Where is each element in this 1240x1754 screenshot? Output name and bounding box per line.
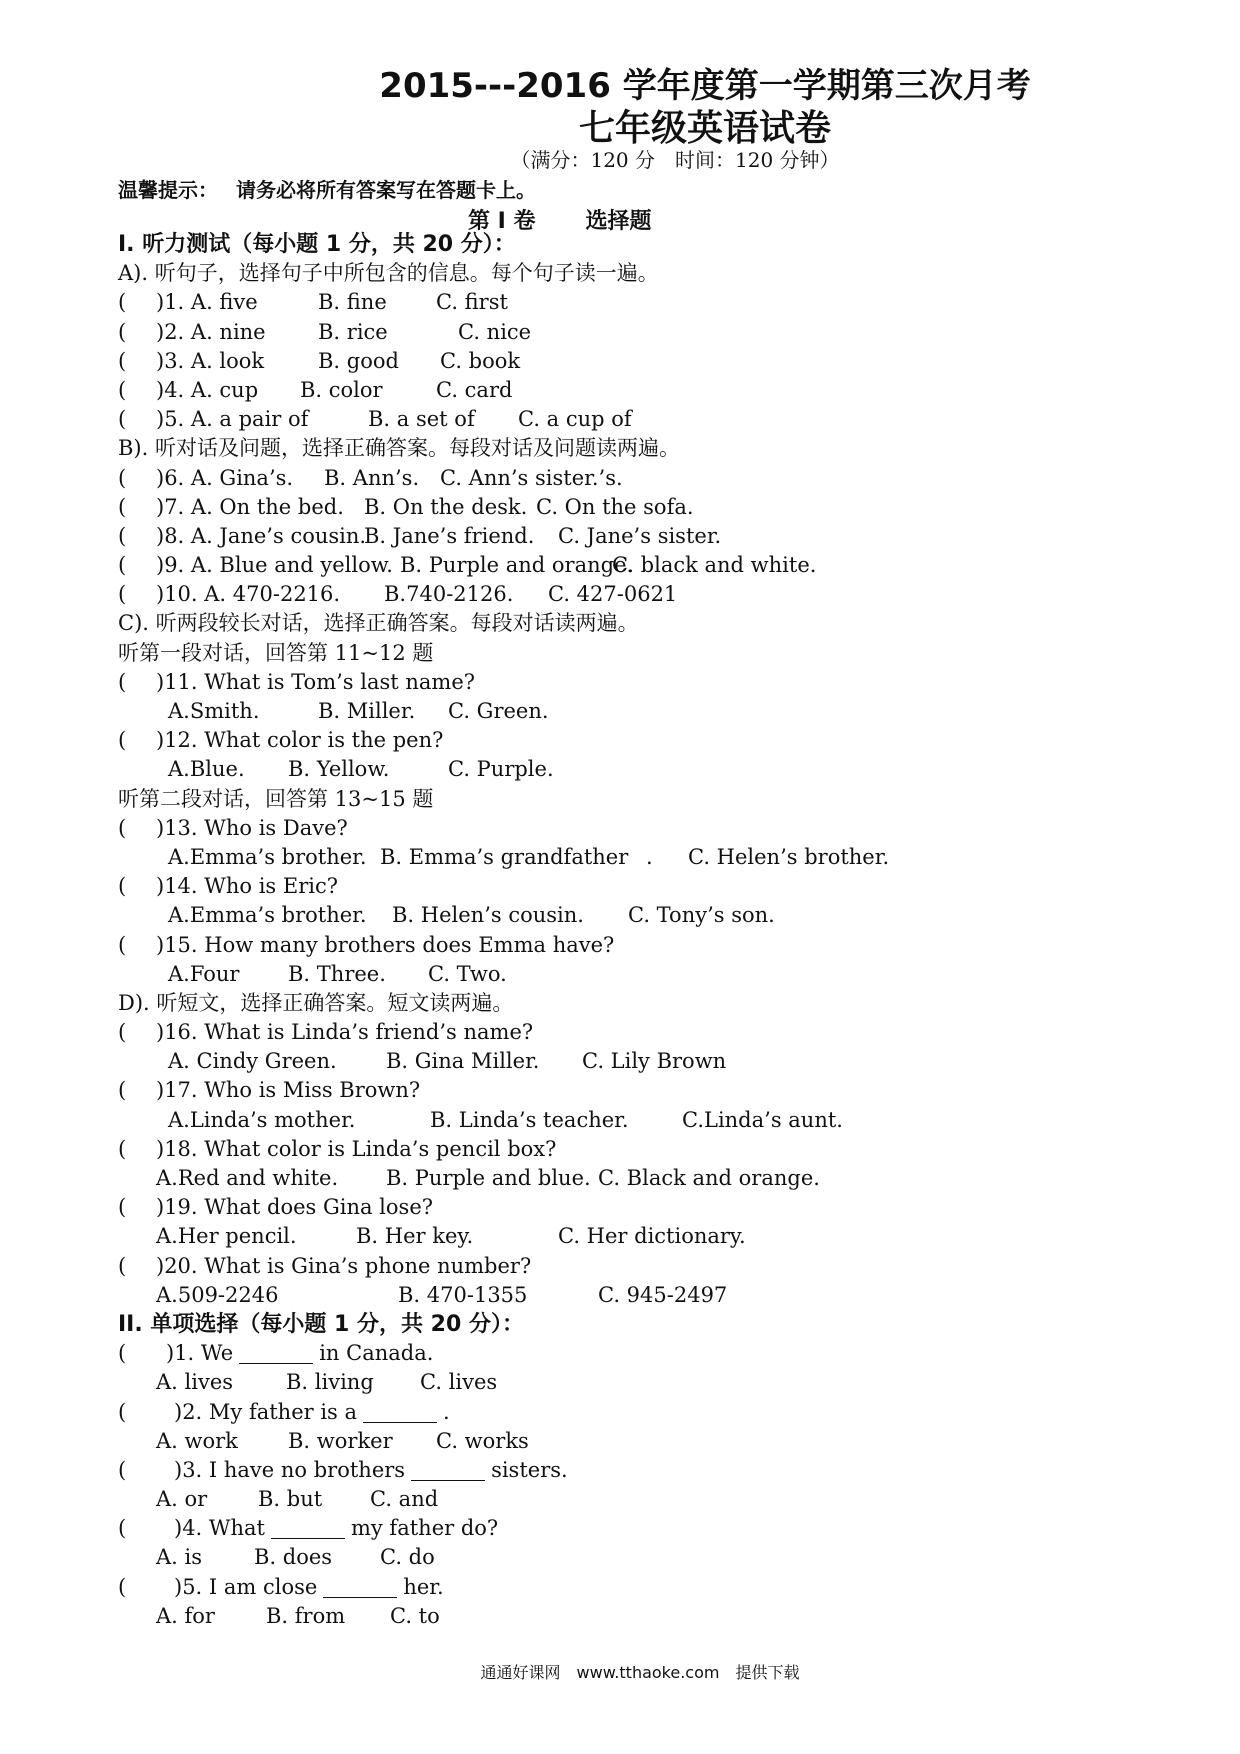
option: B. 470-1355 [398, 1282, 528, 1307]
option: C. 945-2497 [598, 1282, 728, 1307]
answer-blank[interactable] [323, 1577, 397, 1598]
option: B. Ann’s. [324, 465, 420, 490]
option: C. book [440, 348, 521, 373]
option: A.509-2246 [156, 1282, 279, 1307]
option: A.Her pencil. [156, 1224, 297, 1249]
question-stem: )1. A. five [156, 290, 258, 315]
option: B. color [300, 377, 383, 402]
question-stem: )18. What color is Linda’s pencil box? [156, 1136, 557, 1161]
option: B. Purple and blue. [386, 1166, 591, 1190]
options-row [118, 1368, 1118, 1397]
notice [118, 174, 536, 203]
question-row: ( )3. I have no brothers sisters. [118, 1456, 1118, 1485]
question-stem: )12. What color is the pen? [156, 728, 444, 753]
option: C. Jane’s sister. [558, 523, 722, 548]
question-row: ( )4. A. cup B. color C. card [118, 376, 1118, 405]
answer-blank[interactable] [271, 1518, 345, 1539]
question-row: ( )17. Who is Miss Brown? [118, 1076, 1118, 1105]
option: B. Her key. [356, 1224, 474, 1249]
option: C. a cup of [518, 407, 632, 432]
options-row [118, 1543, 1118, 1572]
answer-blank[interactable] [363, 1402, 437, 1423]
question-stem: )4. A. cup [156, 377, 259, 402]
option: B. Helen’s cousin. [392, 903, 584, 928]
option: B. Linda’s teacher. [430, 1107, 629, 1132]
options-row [118, 960, 1118, 989]
question-stem: )1. We in Canada. [166, 1341, 434, 1366]
option: C. lives [420, 1370, 498, 1395]
option: A.Blue. [168, 757, 245, 782]
part-label: 第 I 卷 [468, 209, 536, 234]
question-stem: )3. I have no brothers sisters. [174, 1457, 568, 1482]
option: B. Purple and orange. [400, 553, 634, 578]
options-row [118, 1222, 1118, 1251]
option: A.Smith. [168, 699, 260, 723]
part-title: 选择题 [585, 209, 652, 234]
question-stem: )5. A. a pair of [156, 407, 309, 432]
question-row: ( )16. What is Linda’s friend’s name? [118, 1018, 1118, 1047]
option: B. a set of [368, 407, 475, 432]
answer-blank[interactable] [239, 1343, 313, 1364]
question-row: ( )20. What is Gina’s phone number? [118, 1252, 1118, 1281]
notice-text: 请务必将所有答案写在答题卡上。 [236, 178, 536, 202]
option: A.Emma’s brother. [168, 844, 367, 869]
option: B. Emma’s grandfather [380, 844, 629, 869]
question-stem: )2. A. nine [156, 319, 266, 344]
option: C. Green. [448, 699, 549, 723]
question-row: ( )13. Who is Dave? [118, 814, 1118, 843]
option: A. is [156, 1545, 203, 1570]
answer-blank[interactable] [411, 1460, 485, 1481]
question-stem: )19. What does Gina lose? [156, 1195, 434, 1220]
option: C. first [436, 290, 508, 315]
option: C. works [436, 1428, 529, 1453]
option: A. or [156, 1487, 208, 1512]
option: B. Yellow. [288, 757, 390, 782]
option: C. Tony’s son. [628, 903, 775, 928]
question-stem: )15. How many brothers does Emma have? [156, 932, 615, 957]
option: B. from [266, 1603, 346, 1628]
options-row [118, 755, 1118, 784]
options-row [118, 1106, 1118, 1135]
option: C. and [370, 1487, 439, 1512]
question-row: ( )2. My father is a . [118, 1398, 1118, 1427]
option: B. Three. [288, 961, 386, 986]
question-row: ( )3. A. look B. good C. book [118, 347, 1118, 376]
option: A.Linda’s mother. [168, 1107, 356, 1132]
question-stem: )13. Who is Dave? [156, 815, 348, 840]
option: C. Ann’s sister.’s. [440, 465, 623, 490]
question-row: ( )8. A. Jane’s cousin. B. Jane’s friend. C. Jane’s sister. [118, 522, 1118, 551]
options-row [118, 1602, 1118, 1631]
question-stem: )20. What is Gina’s phone number? [156, 1253, 532, 1278]
option: B. does [254, 1545, 333, 1570]
option: C. nice [458, 319, 532, 344]
question-row: ( )1. A. five B. fine C. first [118, 288, 1118, 317]
question-stem: )11. What is Tom’s last name? [156, 669, 476, 694]
question-stem: )5. I am close her. [174, 1574, 444, 1599]
options-row [118, 1281, 1118, 1310]
sub-instruction: 听第二段对话，回答第 13~15 题 [118, 786, 434, 811]
exam-title: 2015---2016 学年度第一学期第三次月考 [379, 66, 1031, 106]
option: B. Jane’s friend. [364, 523, 535, 548]
section-heading: II. 单项选择（每小题 1 分，共 20 分）： [118, 1311, 524, 1337]
question-row: ( )2. A. nine B. rice C. nice [118, 318, 1118, 347]
question-stem: )8. A. Jane’s cousin. [156, 523, 367, 548]
option: A. work [156, 1428, 238, 1453]
question-stem: )9. A. Blue and yellow. [156, 553, 393, 578]
option: A.Four [168, 961, 240, 986]
option: B. On the desk. [364, 494, 528, 519]
options-row [118, 843, 1118, 872]
options-row [118, 697, 1118, 726]
instruction: A). 听句子，选择句子中所包含的信息。每个句子读一遍。 [118, 261, 659, 286]
option: C. Purple. [448, 757, 554, 782]
question-row: ( )14. Who is Eric? [118, 872, 1118, 901]
question-stem: )2. My father is a . [174, 1399, 450, 1424]
question-row: ( )18. What color is Linda’s pencil box? [118, 1135, 1118, 1164]
option: B. worker [288, 1428, 393, 1453]
question-row: ( )9. A. Blue and yellow. B. Purple and orange. C. black and white. [118, 551, 1118, 580]
question-stem: )14. Who is Eric? [156, 874, 338, 899]
option: B. Miller. [318, 699, 416, 723]
footer-credit: 通通好课网 www.tthaoke.com 提供下载 [480, 1663, 800, 1682]
question-row: ( )11. What is Tom’s last name? [118, 668, 1118, 697]
options-row [118, 1164, 1118, 1193]
option: B. living [286, 1370, 374, 1395]
option: C. Lily Brown [582, 1049, 727, 1074]
question-stem: )6. A. Gina’s. [156, 465, 294, 490]
options-row [118, 901, 1118, 930]
section-heading: I. 听力测试（每小题 1 分，共 20 分）： [118, 232, 516, 257]
option: C. Two. [428, 961, 507, 986]
option: C. do [380, 1545, 435, 1570]
option: C. Black and orange. [598, 1166, 820, 1190]
option: A. Cindy Green. [168, 1049, 337, 1074]
option: B. but [258, 1487, 323, 1512]
notice-label: 温馨提示： [118, 178, 218, 202]
question-row: ( )7. A. On the bed. B. On the desk. C. On the sofa. [118, 493, 1118, 522]
question-row: ( )6. A. Gina’s. B. Ann’s. C. Ann’s sister.’s. [118, 464, 1118, 493]
question-row: ( )4. What my father do? [118, 1514, 1118, 1543]
question-row: ( )12. What color is the pen? [118, 726, 1118, 755]
option: C. card [436, 377, 513, 402]
option: A. for [156, 1603, 215, 1628]
options-row [118, 1485, 1118, 1514]
question-stem: )17. Who is Miss Brown? [156, 1078, 421, 1103]
instruction: C). 听两段较长对话，选择正确答案。每段对话读两遍。 [118, 611, 639, 636]
option: B. fine [318, 290, 387, 315]
option: A. lives [156, 1370, 234, 1395]
question-row: ( )5. A. a pair of B. a set of C. a cup of [118, 405, 1118, 434]
sub-instruction: 听第一段对话，回答第 11~12 题 [118, 640, 434, 665]
question-row: ( )19. What does Gina lose? [118, 1193, 1118, 1222]
option: C. Helen’s brother. [688, 844, 890, 869]
option: C. Her dictionary. [558, 1224, 746, 1249]
question-row: ( )5. I am close her. [118, 1573, 1118, 1602]
question-stem: )4. What my father do? [174, 1516, 499, 1541]
option: C. to [390, 1603, 440, 1628]
question-row: ( )1. We in Canada. [118, 1339, 1118, 1368]
option: B. good [318, 348, 399, 373]
option: B.740-2126. [384, 582, 514, 607]
option: B. rice [318, 319, 388, 344]
exam-meta: （满分：120 分 时间：120 分钟） [510, 148, 840, 172]
question-row: ( )15. How many brothers does Emma have? [118, 931, 1118, 960]
option: . [646, 844, 653, 869]
option: B. Gina Miller. [386, 1049, 540, 1074]
question-stem: )3. A. look [156, 348, 265, 373]
exam-content [118, 230, 1118, 1631]
option: C. On the sofa. [536, 494, 694, 519]
instruction: B). 听对话及问题，选择正确答案。每段对话及问题读两遍。 [118, 436, 680, 461]
option: A.Red and white. [156, 1166, 339, 1190]
options-row [118, 1047, 1118, 1076]
question-stem: )16. What is Linda’s friend’s name? [156, 1020, 534, 1045]
question-stem: )10. A. 470-2216. [156, 582, 341, 607]
option: C.Linda’s aunt. [682, 1107, 843, 1132]
instruction: D). 听短文，选择正确答案。短文读两遍。 [118, 990, 514, 1015]
option: C. black and white. [612, 553, 817, 578]
question-row: ( )10. A. 470-2216. B.740-2126. C. 427-0621 [118, 580, 1118, 609]
option: C. 427-0621 [548, 582, 678, 607]
exam-subtitle: 七年级英语试卷 [578, 108, 831, 149]
option: A.Emma’s brother. [168, 903, 367, 928]
question-stem: )7. A. On the bed. [156, 494, 344, 519]
options-row [118, 1427, 1118, 1456]
